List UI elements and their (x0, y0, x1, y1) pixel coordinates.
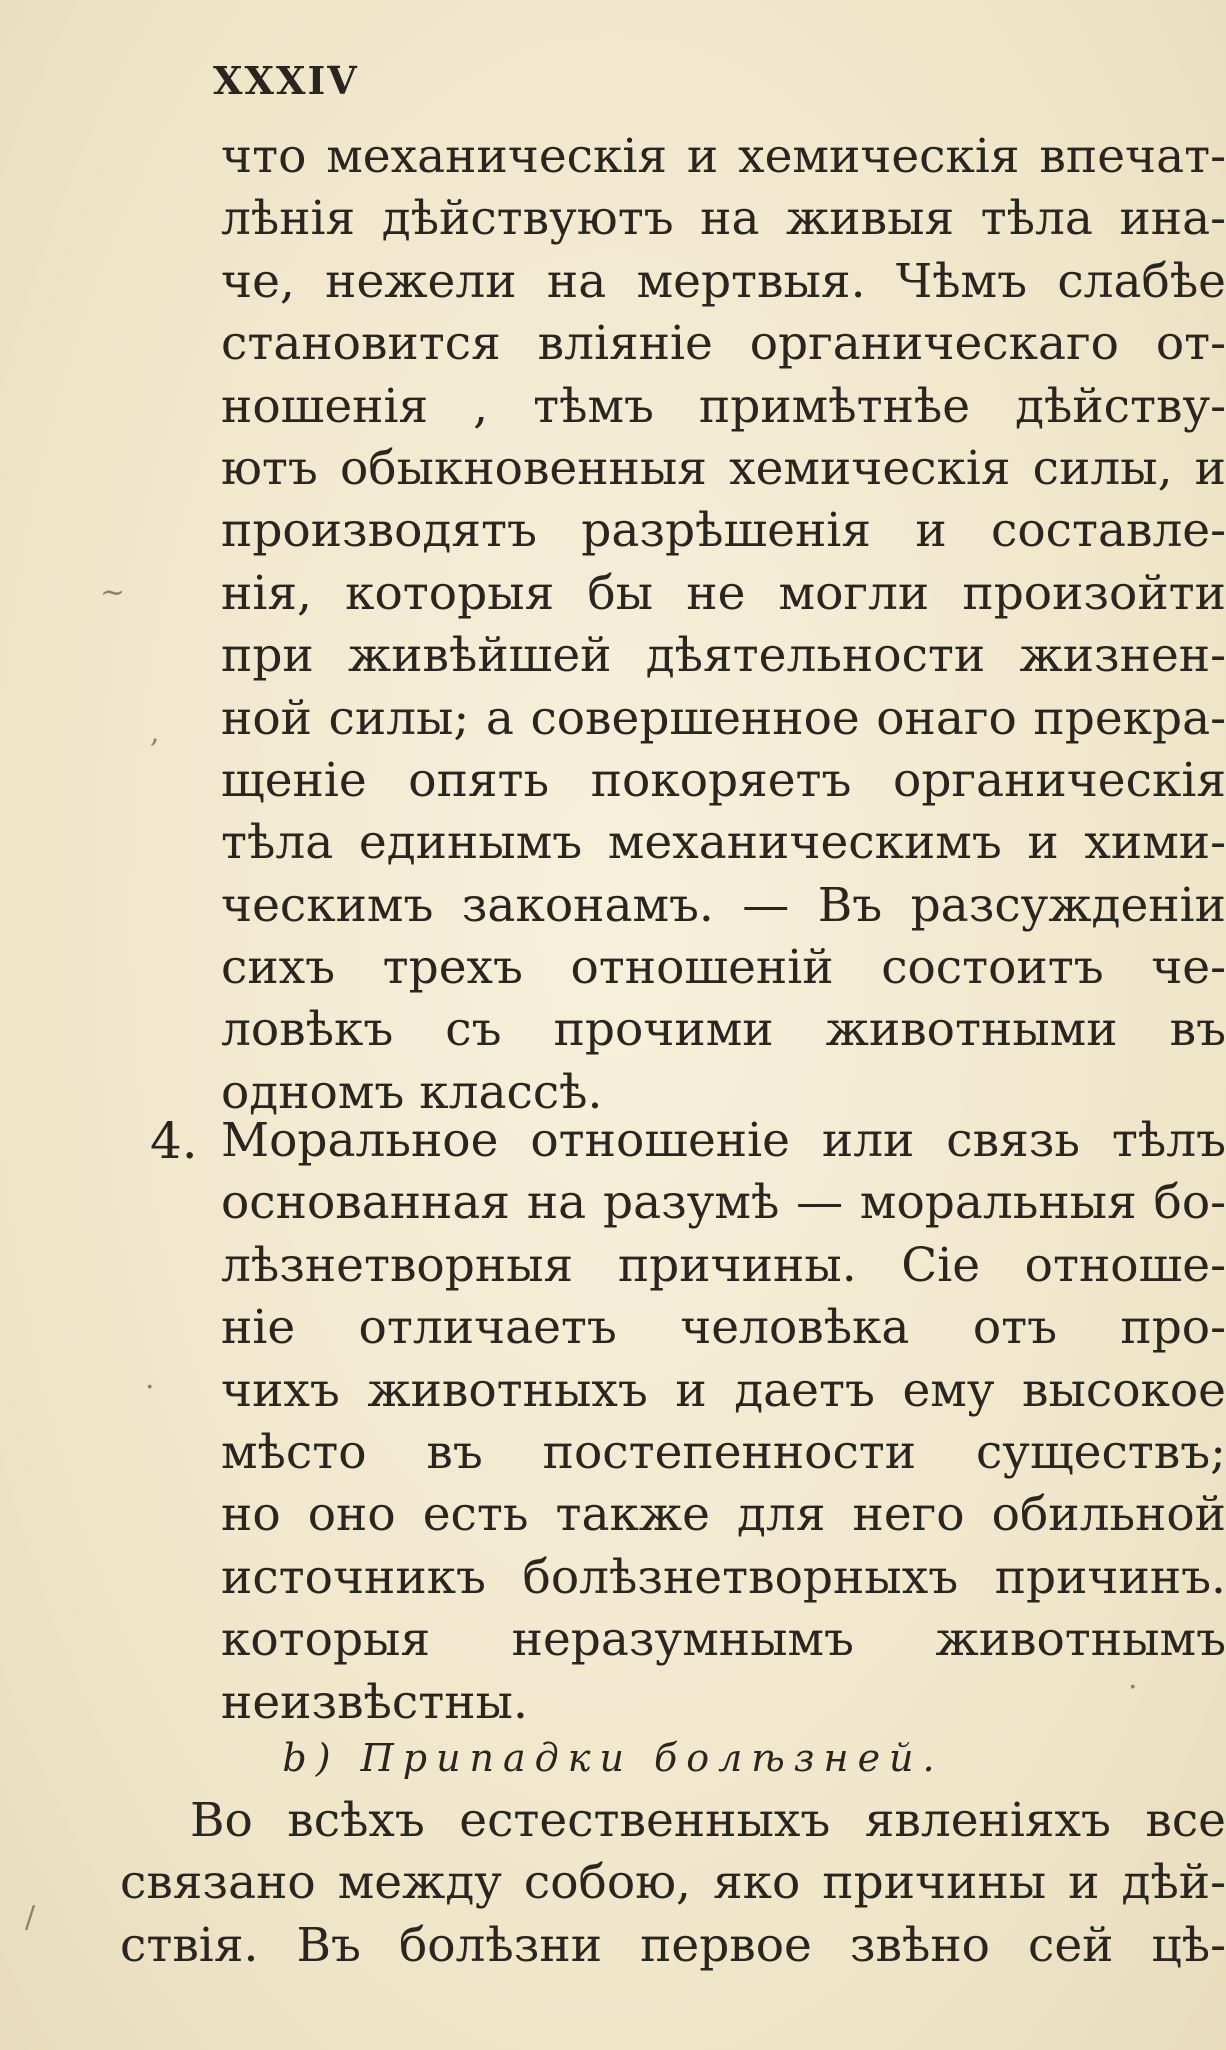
section-heading: b) Припадки болѣзней. (282, 1736, 944, 1780)
text-line: одномъ классѣ. (221, 1064, 603, 1120)
text-line: что механическія и хемическія впечат- (221, 129, 1226, 184)
item-number: 4. (150, 1112, 198, 1170)
text-line: ной силы; а совершенное онаго прекра- (221, 690, 1226, 746)
continued-paragraph (0, 126, 1226, 1124)
text-line: че, нежели на мертвыя. Чѣмъ слабѣе (221, 253, 1226, 309)
text-line: но оно есть также для него обильной (221, 1487, 1226, 1543)
text-line: чихъ животныхъ и даетъ ему высокое (221, 1362, 1226, 1418)
text-line: источникъ болѣзнетворныхъ причинъ. (221, 1549, 1226, 1605)
text-line: мѣсто въ постепенности существъ; (221, 1424, 1226, 1480)
page-number-roman: XXXIV (213, 58, 359, 103)
text-line: основанная на разумѣ — моральныя бо- (221, 1175, 1226, 1231)
text-line: связано между собою, яко причины и дѣй- (120, 1855, 1226, 1911)
speck: · (145, 1370, 155, 1405)
speck: · (1128, 1670, 1138, 1705)
text-line: сихъ трехъ отношеній состоитъ че- (221, 940, 1226, 996)
new-paragraph (0, 1790, 1226, 1977)
text-line: лѣнія дѣйствуютъ на живыя тѣла ина- (221, 191, 1226, 247)
text-line: ніе отличаетъ человѣка отъ про- (221, 1300, 1226, 1356)
text-line: ческимъ законамъ. — Въ разсужденіи (221, 877, 1226, 933)
text-line: лѣзнетворныя причины. Сіе отноше- (221, 1237, 1226, 1293)
speck: / (25, 1900, 36, 1935)
speck: , (150, 715, 160, 750)
text-line: производятъ разрѣшенія и составле- (221, 503, 1226, 559)
speck: ~ (100, 575, 126, 610)
text-line: тѣла единымъ механическимъ и хими- (221, 815, 1226, 871)
text-line: ловѣкъ съ прочими животными въ (221, 1002, 1226, 1058)
text-line: ствія. Въ болѣзни первое звѣно сей цѣ- (120, 1917, 1226, 1973)
text-line: Во всѣхъ естественныхъ явленіяхъ все (190, 1793, 1226, 1848)
text-line: становится вліяніе органическаго от- (221, 316, 1226, 372)
text-line: при живѣйшей дѣятельности жизнен- (221, 628, 1226, 684)
text-line: ютъ обыкновенныя хемическія силы, и (221, 440, 1226, 496)
text-line: щеніе опять покоряетъ органическія (221, 752, 1226, 808)
text-line: неизвѣстны. (221, 1674, 528, 1730)
text-line: которыя неразумнымъ животнымъ (221, 1612, 1226, 1668)
text-line: Моральное отношеніе или связь тѣлъ (221, 1113, 1226, 1168)
text-line: ношенія , тѣмъ примѣтнѣе дѣйству- (221, 378, 1226, 434)
text-line: нія, которыя бы не могли произойти (221, 565, 1226, 621)
numbered-item-4 (0, 1110, 1226, 1734)
